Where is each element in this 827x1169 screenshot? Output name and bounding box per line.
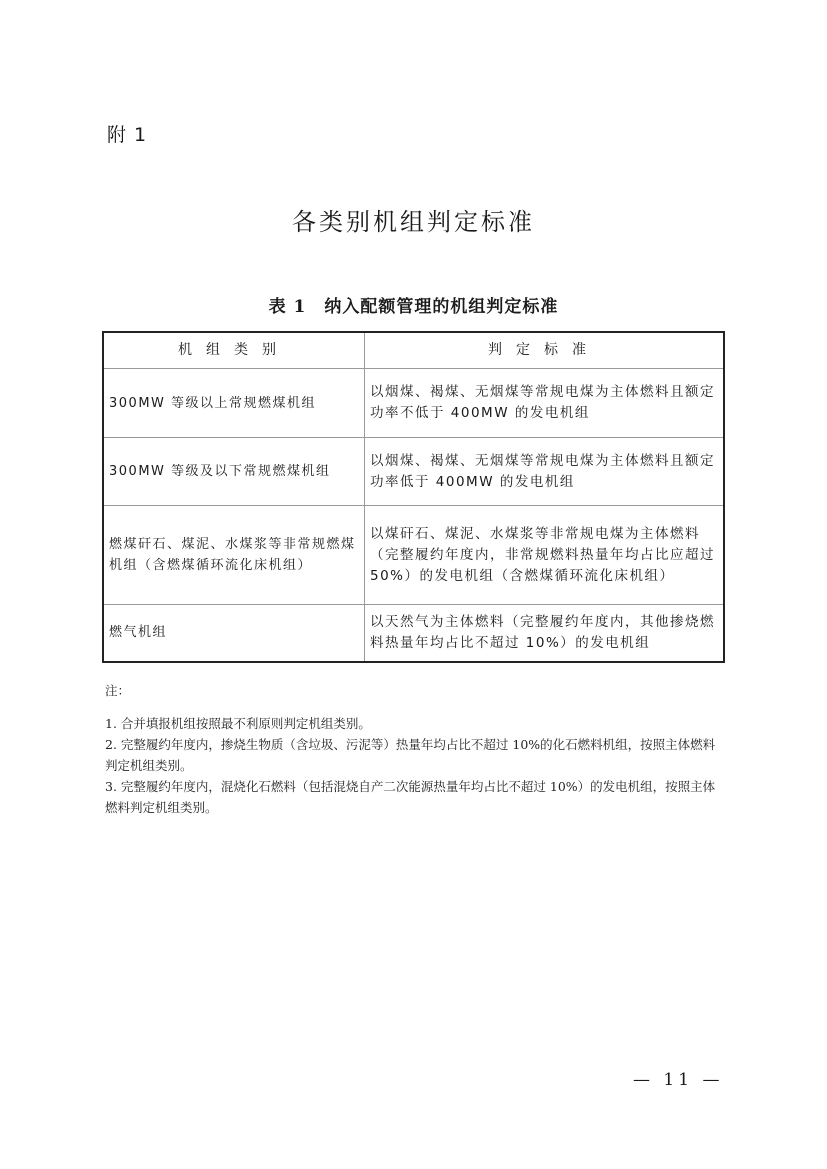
cell-criteria: 以烟煤、褐煤、无烟煤等常规电煤为主体燃料且额定功率低于 400MW 的发电机组 xyxy=(365,438,725,506)
cell-criteria: 以烟煤、褐煤、无烟煤等常规电煤为主体燃料且额定功率不低于 400MW 的发电机组 xyxy=(365,369,725,438)
table-row xyxy=(103,438,724,506)
table-row xyxy=(103,369,724,438)
note-item: 1. 合并填报机组按照最不利原则判定机组类别。 xyxy=(105,716,371,731)
table-row xyxy=(103,605,724,662)
table-caption-number: 表 1 xyxy=(268,297,307,317)
notes-section xyxy=(105,680,725,818)
page-number: — 11 — xyxy=(633,1070,724,1090)
note-item: 2. 完整履约年度内，掺烧生物质（含垃圾、污泥等）热量年均占比不超过 10%的化石燃料机组，按照主体燃料判定机组类别。 xyxy=(105,737,716,773)
header-category: 机组类别 xyxy=(103,332,365,369)
note-item: 3. 完整履约年度内，混烧化石燃料（包括混烧自产二次能源热量年均占比不超过 10%）的发电机组，按照主体燃料判定机组类别。 xyxy=(105,779,716,815)
table-row xyxy=(103,506,724,605)
page-title xyxy=(0,202,827,237)
cell-category: 燃气机组 xyxy=(103,605,365,662)
page-title-text: 各类别机组判定标准 xyxy=(292,208,535,236)
table-caption xyxy=(0,292,827,317)
cell-category: 300MW 等级以上常规燃煤机组 xyxy=(103,369,365,438)
cell-category: 燃煤矸石、煤泥、水煤浆等非常规燃煤机组（含燃煤循环流化床机组） xyxy=(103,506,365,605)
table-header-row xyxy=(103,332,724,369)
cell-criteria: 以天然气为主体燃料（完整履约年度内，其他掺烧燃料热量年均占比不超过 10%）的发电机组 xyxy=(365,605,725,662)
cell-category: 300MW 等级及以下常规燃煤机组 xyxy=(103,438,365,506)
cell-criteria: 以煤矸石、煤泥、水煤浆等非常规电煤为主体燃料（完整履约年度内，非常规燃料热量年均占比应超过 50%）的发电机组（含燃煤循环流化床机组） xyxy=(365,506,725,605)
notes-heading: 注： xyxy=(105,683,131,698)
criteria-table xyxy=(102,331,725,663)
table-caption-text: 纳入配额管理的机组判定标准 xyxy=(324,297,559,317)
attachment-label: 附 1 xyxy=(107,124,148,146)
header-criteria: 判定标准 xyxy=(365,332,725,369)
